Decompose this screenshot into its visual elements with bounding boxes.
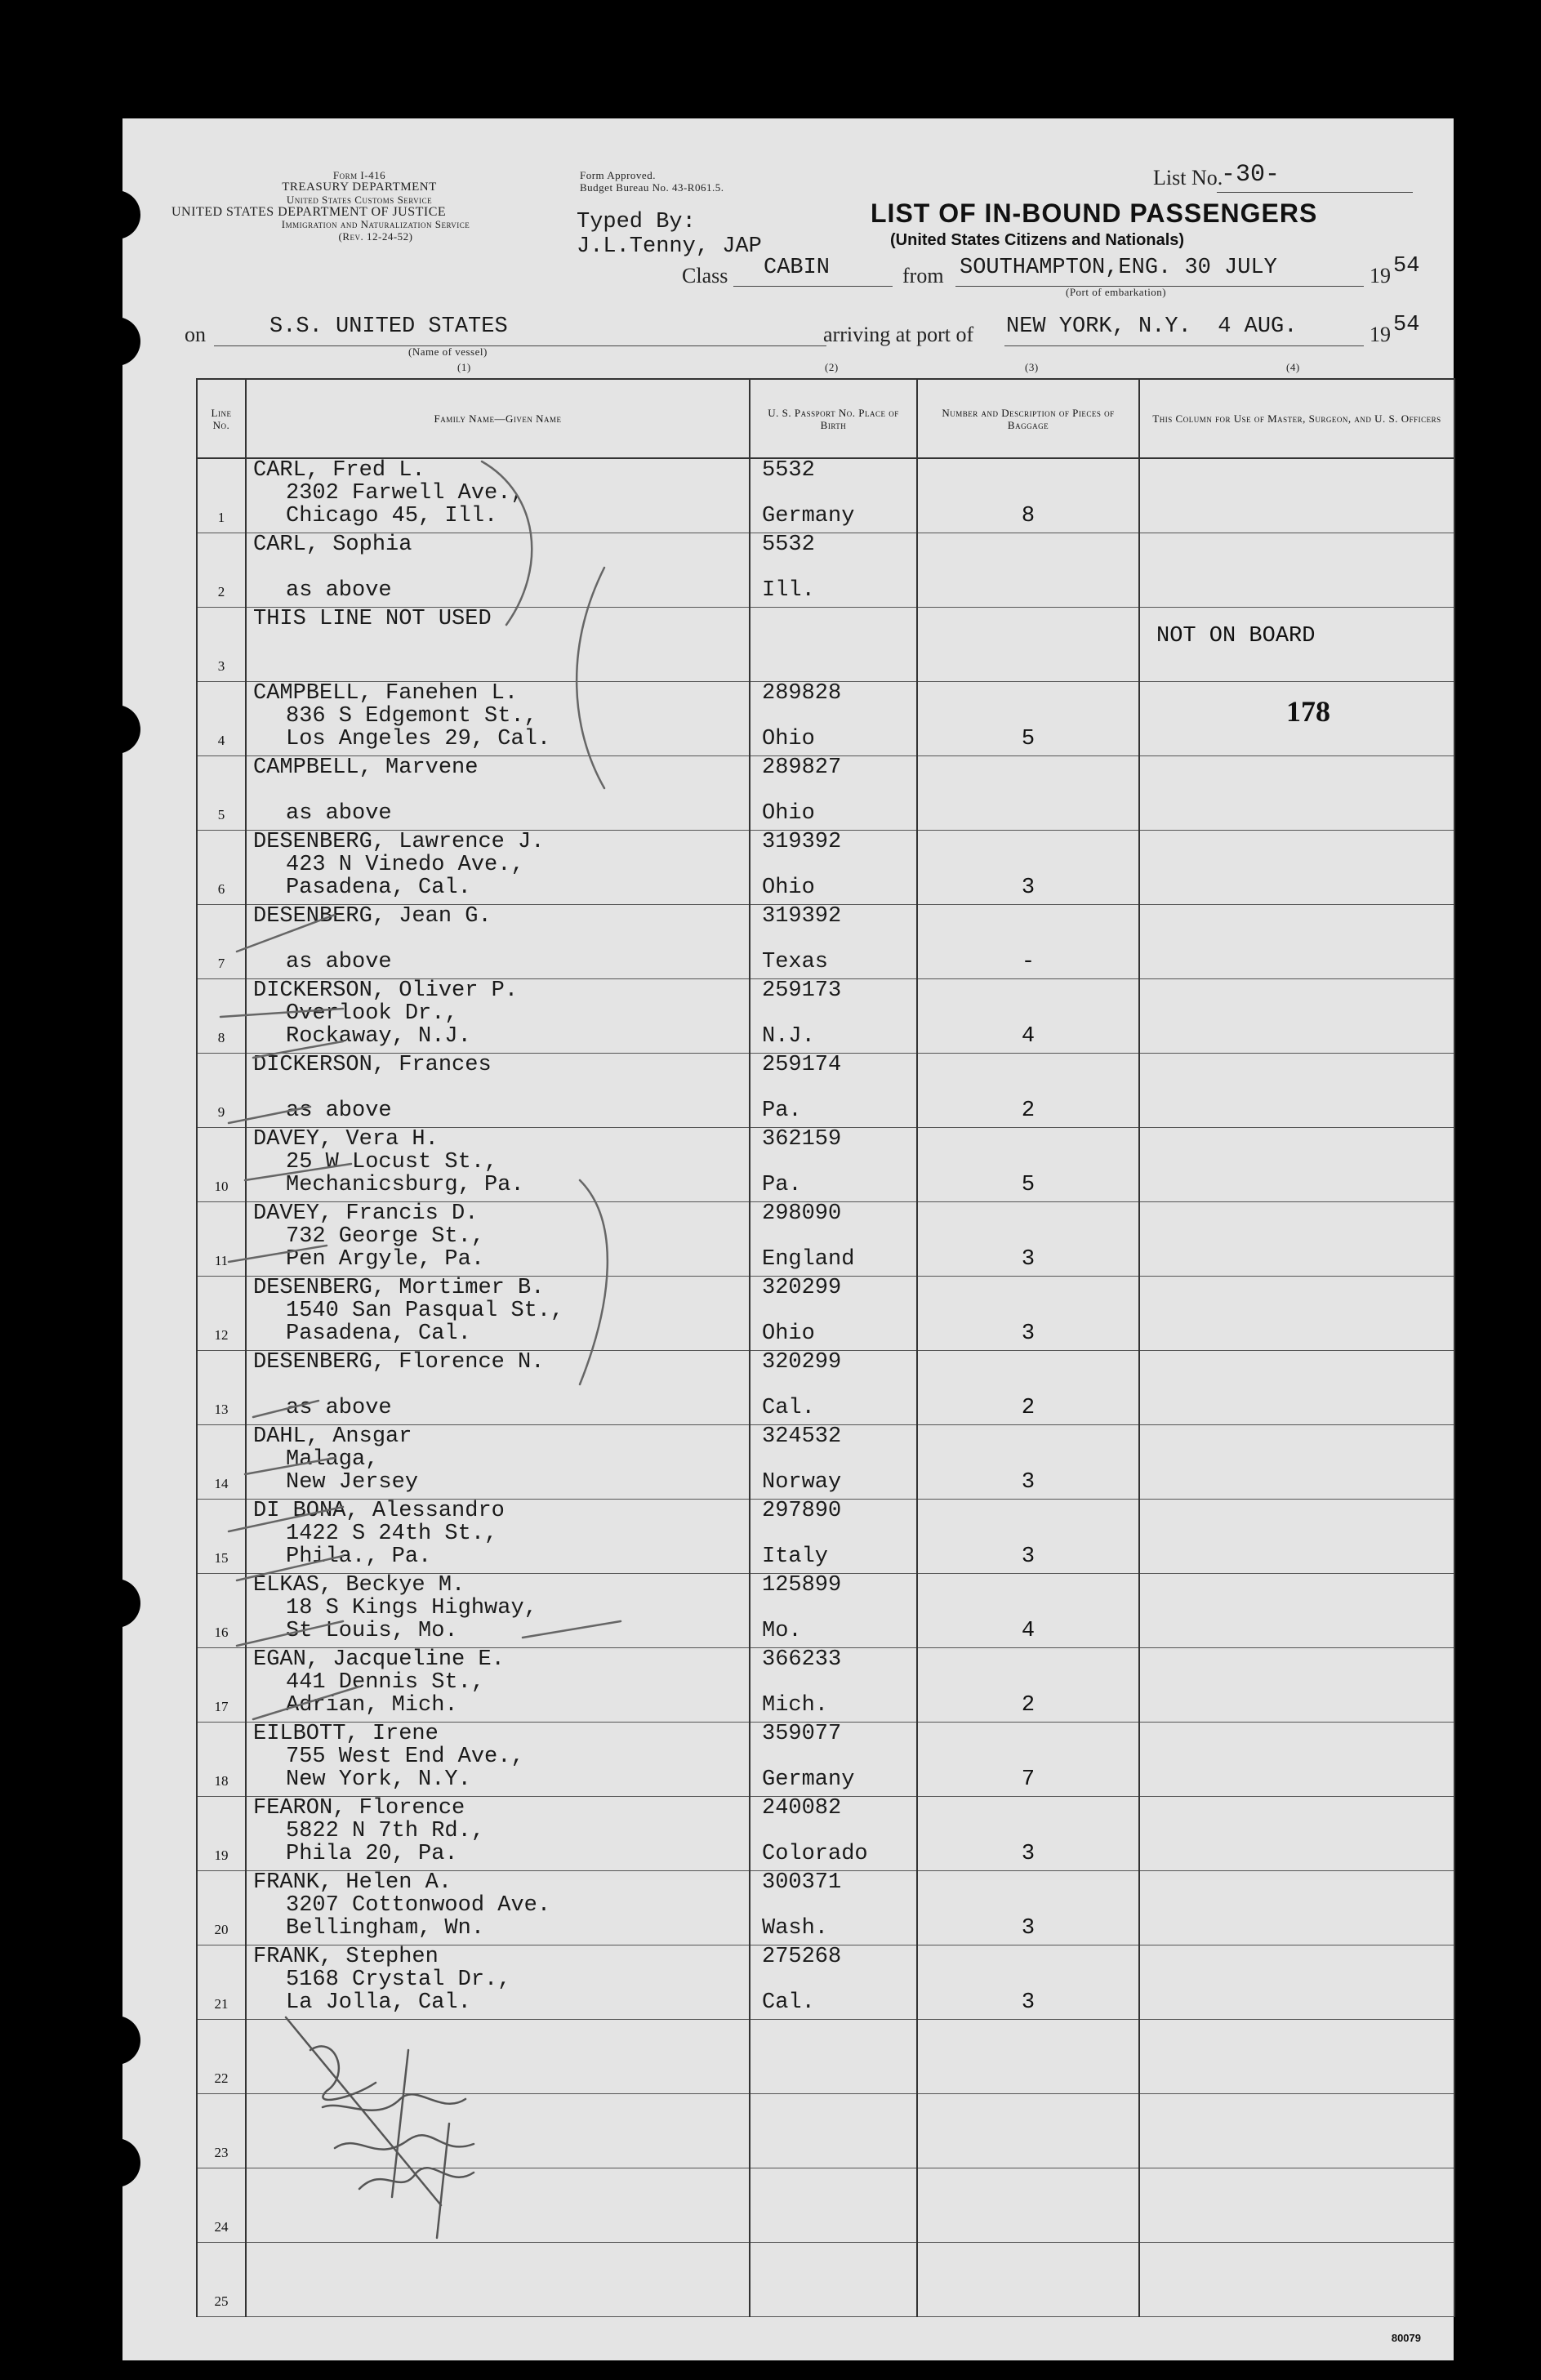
baggage-cell — [917, 1425, 1139, 1500]
passport-cell — [750, 1202, 917, 1277]
line-number: 11 — [214, 1253, 229, 1268]
family-given-name: DI BONA, Alessandro — [253, 1499, 505, 1523]
baggage-count: 3 — [1021, 1990, 1035, 2015]
passport-birth — [762, 1351, 841, 1420]
baggage-count: 3 — [1021, 1247, 1035, 1272]
passport-cell — [750, 1500, 917, 1574]
header-baggage: Number and Description of Pieces of Baggage — [917, 379, 1139, 458]
line-number: 9 — [217, 1104, 225, 1120]
line-number: 16 — [214, 1625, 229, 1640]
baggage-count: 2 — [1021, 1693, 1035, 1718]
officer-cell — [1139, 533, 1454, 608]
line-number: 23 — [214, 2145, 229, 2160]
binder-hole-6 — [91, 2138, 140, 2187]
passport-cell — [750, 608, 917, 682]
binder-hole-3 — [91, 705, 140, 754]
place-of-birth: Cal. — [762, 1990, 815, 2015]
officer-cell — [1139, 2020, 1454, 2094]
address-line-2: Pasadena, Cal. — [286, 1321, 471, 1346]
address-line-2: Rockaway, N.J. — [286, 1024, 471, 1049]
passport-birth — [762, 533, 815, 602]
line-number: 8 — [217, 1030, 225, 1045]
baggage-cell — [917, 1202, 1139, 1277]
passport-birth — [762, 756, 841, 825]
address-line-1: 3207 Cottonwood Ave. — [286, 1893, 551, 1918]
officer-cell — [1139, 1128, 1454, 1202]
address-line-1: 1540 San Pasqual St., — [286, 1299, 564, 1323]
place-of-birth: Ohio — [762, 1321, 815, 1346]
family-given-name: DESENBERG, Lawrence J. — [253, 830, 545, 854]
address-line-2: Chicago 45, Ill. — [286, 504, 498, 528]
vessel-name: S.S. UNITED STATES — [269, 314, 508, 339]
passport-cell — [750, 1054, 917, 1128]
place-of-birth: Pa. — [762, 1173, 802, 1197]
passport-birth — [762, 1945, 841, 2014]
arriving-label: arriving at port of — [823, 323, 974, 346]
address-line-2: Phila 20, Pa. — [286, 1842, 458, 1866]
binder-hole-2 — [91, 317, 140, 366]
baggage-count: 3 — [1021, 1842, 1035, 1866]
passport-number: 5532 — [762, 533, 815, 557]
passport-cell — [750, 905, 917, 979]
passport-birth — [762, 1797, 868, 1865]
line-number: 25 — [214, 2293, 229, 2309]
passport-number: 240082 — [762, 1796, 842, 1821]
address-line-1: 25 W Locust St., — [286, 1150, 498, 1174]
family-given-name — [253, 2243, 286, 2266]
baggage-cell — [917, 608, 1139, 682]
address-line-1: 5822 N 7th Rd., — [286, 1819, 485, 1843]
line-number: 4 — [217, 733, 225, 748]
line-number: 22 — [214, 2070, 229, 2086]
year2-prefix: 19 — [1370, 323, 1391, 346]
passport-cell — [750, 1871, 917, 1945]
family-given-name: ELKAS, Beckye M. — [253, 1573, 465, 1598]
baggage-count: 3 — [1021, 1544, 1035, 1569]
passport-number: 297890 — [762, 1499, 842, 1523]
passport-number: 289827 — [762, 755, 842, 780]
baggage-count: 4 — [1021, 1024, 1035, 1049]
passport-cell — [750, 1425, 917, 1500]
on-label: on — [185, 323, 206, 346]
family-given-name: DICKERSON, Frances — [253, 1053, 492, 1077]
passport-cell — [750, 979, 917, 1054]
passport-birth — [762, 1648, 841, 1717]
baggage-count: 4 — [1021, 1619, 1035, 1643]
place-of-birth: Colorado — [762, 1842, 868, 1866]
officer-cell — [1139, 1797, 1454, 1871]
col-num-1: (1) — [457, 361, 471, 373]
address-line-1: 5168 Crystal Dr., — [286, 1968, 511, 1992]
officer-cell — [1139, 2168, 1454, 2243]
passport-cell — [750, 1277, 917, 1351]
form-approved-block — [580, 169, 724, 194]
passport-cell — [750, 2094, 917, 2168]
passport-birth — [762, 979, 841, 1048]
address-line-1: 441 Dennis St., — [286, 1670, 485, 1695]
passport-cell — [750, 1351, 917, 1425]
line-number-cell — [197, 2243, 246, 2317]
baggage-count: 7 — [1021, 1767, 1035, 1792]
baggage-cell — [917, 2094, 1139, 2168]
family-given-name: FEARON, Florence — [253, 1796, 465, 1821]
line-number: 20 — [214, 1922, 229, 1937]
baggage-cell — [917, 1723, 1139, 1797]
baggage-cell — [917, 831, 1139, 905]
baggage-cell — [917, 1054, 1139, 1128]
address-line-2: as above — [286, 801, 392, 826]
passport-birth — [762, 1202, 854, 1271]
baggage-count: - — [1021, 950, 1035, 974]
line-number: 19 — [214, 1847, 229, 1863]
table-row — [197, 2243, 1454, 2317]
officer-cell — [1139, 979, 1454, 1054]
passport-birth — [762, 1500, 841, 1568]
line-number-cell — [197, 2020, 246, 2094]
officer-cell — [1139, 831, 1454, 905]
col-num-3: (3) — [1025, 361, 1039, 373]
place-of-birth: Cal. — [762, 1396, 815, 1420]
officer-cell — [1139, 1648, 1454, 1723]
col-num-4: (4) — [1286, 361, 1300, 373]
pencil-check-marks — [196, 445, 768, 1997]
officer-cell — [1139, 458, 1454, 533]
passport-number: 125899 — [762, 1573, 842, 1598]
passport-cell — [750, 2020, 917, 2094]
list-no-value: -30- — [1221, 161, 1280, 189]
place-of-birth: Ohio — [762, 876, 815, 900]
baggage-cell — [917, 1500, 1139, 1574]
officer-cell — [1139, 756, 1454, 831]
handwritten-signature — [278, 2001, 539, 2246]
address-line-2: Pen Argyle, Pa. — [286, 1247, 485, 1272]
vessel-note: (Name of vessel) — [408, 345, 488, 358]
place-of-birth: Wash. — [762, 1916, 829, 1941]
passport-birth — [762, 459, 854, 528]
place-of-birth: Ohio — [762, 801, 815, 826]
officer-cell — [1139, 1351, 1454, 1425]
passport-cell — [750, 1797, 917, 1871]
year2-value: 54 — [1393, 313, 1420, 337]
passport-number: 298090 — [762, 1201, 842, 1226]
passport-cell — [750, 1945, 917, 2020]
line-number: 5 — [217, 807, 225, 822]
place-of-birth: Ohio — [762, 727, 815, 751]
baggage-cell — [917, 979, 1139, 1054]
line-number-cell — [197, 2168, 246, 2243]
officer-cell — [1139, 2094, 1454, 2168]
officer-cell — [1139, 1202, 1454, 1277]
baggage-count: 5 — [1021, 1173, 1035, 1197]
address-line-1: 18 S Kings Highway, — [286, 1596, 537, 1620]
family-given-name: CAMPBELL, Fanehen L. — [253, 681, 519, 706]
passport-number: 289828 — [762, 681, 842, 706]
baggage-cell — [917, 756, 1139, 831]
form-approved: Form Approved. — [580, 169, 656, 181]
family-given-name: DESENBERG, Mortimer B. — [253, 1276, 545, 1300]
baggage-count: 8 — [1021, 504, 1035, 528]
baggage-cell — [917, 1648, 1139, 1723]
passport-number: 319392 — [762, 830, 842, 854]
passport-number: 362159 — [762, 1127, 842, 1152]
address-line-2: New Jersey — [286, 1470, 419, 1495]
passport-cell — [750, 1648, 917, 1723]
passport-cell — [750, 2243, 917, 2317]
header-name: Family Name—Given Name — [246, 379, 750, 458]
baggage-cell — [917, 682, 1139, 756]
typed-by-label: Typed By: — [577, 210, 696, 234]
place-of-birth: Mich. — [762, 1693, 829, 1718]
list-title: LIST OF IN-BOUND PASSENGERS — [871, 198, 1318, 228]
baggage-count: 3 — [1021, 1916, 1035, 1941]
passport-number: 320299 — [762, 1276, 842, 1300]
line-number: 18 — [214, 1773, 229, 1789]
baggage-cell — [917, 2020, 1139, 2094]
passport-number: 366233 — [762, 1647, 842, 1672]
officer-cell — [1139, 1425, 1454, 1500]
line-number: 10 — [214, 1179, 229, 1194]
line-number: 17 — [214, 1699, 229, 1714]
passport-cell — [750, 458, 917, 533]
passport-birth — [762, 1723, 854, 1791]
officer-cell — [1139, 1945, 1454, 2020]
arriving-value: NEW YORK, N.Y. 4 AUG. — [1006, 314, 1298, 339]
line-number: 24 — [214, 2219, 229, 2235]
port-note: (Port of embarkation) — [1066, 286, 1167, 298]
officer-note: NOT ON BOARD — [1156, 624, 1316, 648]
place-of-birth: Germany — [762, 504, 855, 528]
place-of-birth: Pa. — [762, 1099, 802, 1123]
list-no-label: List No. — [1153, 166, 1223, 189]
manifest-page — [122, 118, 1454, 2360]
line-number: 12 — [214, 1327, 229, 1343]
place-of-birth: Norway — [762, 1470, 842, 1495]
family-given-name: THIS LINE NOT USED — [253, 607, 492, 631]
address-line-2: Los Angeles 29, Cal. — [286, 727, 551, 751]
baggage-cell — [917, 1351, 1139, 1425]
address-line-2: Pasadena, Cal. — [286, 876, 471, 900]
baggage-count: 5 — [1021, 727, 1035, 751]
officer-cell — [1139, 608, 1454, 682]
family-given-name: DAHL, Ansgar — [253, 1424, 412, 1449]
passport-birth — [762, 1054, 841, 1122]
address-line-2: New York, N.Y. — [286, 1767, 471, 1792]
address-line-1 — [253, 2266, 286, 2289]
officer-cell — [1139, 1723, 1454, 1797]
footer-code: 80079 — [1391, 2332, 1421, 2344]
stamp-number: 178 — [1286, 695, 1330, 728]
address-line-1: 1422 S 24th St., — [286, 1522, 498, 1546]
family-given-name: DAVEY, Vera H. — [253, 1127, 439, 1152]
form-number: Form I-416 — [332, 169, 386, 181]
passport-birth — [762, 905, 841, 974]
line-number: 6 — [217, 881, 225, 897]
address-line-1: 2302 Farwell Ave., — [286, 481, 524, 506]
class-label: Class — [682, 264, 728, 287]
passport-birth — [762, 1425, 841, 1494]
year1-value: 54 — [1393, 254, 1420, 279]
passport-cell — [750, 1574, 917, 1648]
passport-number: 5532 — [762, 458, 815, 483]
passport-number: 300371 — [762, 1870, 842, 1895]
header-line-no: Line No. — [197, 379, 246, 458]
baggage-cell — [917, 1574, 1139, 1648]
address-line-2: Bellingham, Wn. — [286, 1916, 485, 1941]
passport-birth — [762, 831, 841, 899]
line-number: 15 — [214, 1550, 229, 1566]
address-line-1: Overlook Dr., — [286, 1001, 458, 1026]
baggage-cell — [917, 458, 1139, 533]
officer-cell — [1139, 2243, 1454, 2317]
binder-hole-4 — [91, 1579, 140, 1628]
line-number: 21 — [214, 1996, 229, 2012]
baggage-cell — [917, 905, 1139, 979]
passport-number: 359077 — [762, 1722, 842, 1746]
passport-cell — [750, 756, 917, 831]
place-of-birth: England — [762, 1247, 855, 1272]
passport-number: 319392 — [762, 904, 842, 929]
baggage-cell — [917, 1945, 1139, 2020]
line-number-cell — [197, 2094, 246, 2168]
typed-by-value: J.L.Tenny, JAP — [577, 234, 762, 259]
binder-hole-1 — [91, 190, 140, 239]
ins-service: Immigration and Naturalization Service — [281, 218, 470, 230]
address-line-2: Mechanicsburg, Pa. — [286, 1173, 524, 1197]
family-given-name: FRANK, Helen A. — [253, 1870, 452, 1895]
list-subtitle: (United States Citizens and Nationals) — [890, 231, 1185, 249]
line-number: 14 — [214, 1476, 229, 1491]
passport-number: 324532 — [762, 1424, 842, 1449]
justice-dept: UNITED STATES DEPARTMENT OF JUSTICE — [171, 205, 447, 219]
line-number: 7 — [217, 956, 225, 971]
passport-birth — [762, 1871, 841, 1940]
budget-bureau: Budget Bureau No. 43-R061.5. — [580, 181, 724, 194]
from-value: SOUTHAMPTON,ENG. 30 JULY — [960, 256, 1277, 280]
baggage-count: 2 — [1021, 1396, 1035, 1420]
year1-prefix: 19 — [1370, 264, 1391, 287]
col-num-2: (2) — [825, 361, 839, 373]
passport-birth — [762, 682, 841, 751]
baggage-count: 3 — [1021, 876, 1035, 900]
family-given-name: EILBOTT, Irene — [253, 1722, 439, 1746]
address-line-2: as above — [286, 578, 392, 603]
baggage-cell — [917, 2168, 1139, 2243]
family-given-name: EGAN, Jacqueline E. — [253, 1647, 505, 1672]
officer-cell — [1139, 1500, 1454, 1574]
baggage-count: 2 — [1021, 1099, 1035, 1123]
customs-service: United States Customs Service — [286, 194, 433, 206]
passport-cell — [750, 2168, 917, 2243]
address-line-2: as above — [286, 1099, 392, 1123]
treasury-dept: TREASURY DEPARTMENT — [282, 181, 437, 194]
officer-cell — [1139, 1871, 1454, 1945]
family-given-name: DESENBERG, Jean G. — [253, 904, 492, 929]
passport-number: 275268 — [762, 1945, 842, 1969]
address-line-1: Malaga, — [286, 1447, 379, 1472]
baggage-cell — [917, 1128, 1139, 1202]
passport-cell — [750, 533, 917, 608]
place-of-birth: Ill. — [762, 578, 815, 603]
address-line-2: Adrian, Mich. — [286, 1693, 458, 1718]
passenger-name — [253, 2243, 286, 2311]
passport-birth — [762, 1574, 841, 1642]
family-given-name: FRANK, Stephen — [253, 1945, 439, 1969]
revision-date: (Rev. 12-24-52) — [338, 230, 413, 243]
place-of-birth: Italy — [762, 1544, 829, 1569]
passport-cell — [750, 1723, 917, 1797]
baggage-cell — [917, 1871, 1139, 1945]
address-line-1: 732 George St., — [286, 1224, 485, 1249]
baggage-cell — [917, 1797, 1139, 1871]
baggage-count: 3 — [1021, 1321, 1035, 1346]
header-officers: This Column for Use of Master, Surgeon, and U. S. Officers — [1139, 379, 1454, 458]
class-value: CABIN — [764, 256, 831, 280]
passport-cell — [750, 831, 917, 905]
line-number: 13 — [214, 1402, 229, 1417]
baggage-cell — [917, 1277, 1139, 1351]
family-given-name: CAMPBELL, Marvene — [253, 755, 479, 780]
from-label: from — [902, 264, 944, 287]
officer-cell — [1139, 1574, 1454, 1648]
address-line-2: as above — [286, 1396, 392, 1420]
form-agency-block — [171, 169, 629, 243]
family-given-name: CARL, Sophia — [253, 533, 412, 557]
name-cell — [246, 2243, 750, 2317]
address-line-2: as above — [286, 950, 392, 974]
line-number: 2 — [217, 584, 225, 599]
baggage-cell — [917, 2243, 1139, 2317]
address-line-2: La Jolla, Cal. — [286, 1990, 471, 2015]
family-given-name: DAVEY, Francis D. — [253, 1201, 479, 1226]
line-number: 1 — [217, 510, 225, 525]
family-given-name: CARL, Fred L. — [253, 458, 425, 483]
address-line-1: 423 N Vinedo Ave., — [286, 853, 524, 877]
place-of-birth: Texas — [762, 950, 829, 974]
address-line-1: 755 West End Ave., — [286, 1745, 524, 1769]
binder-hole-5 — [91, 2016, 140, 2065]
place-of-birth: N.J. — [762, 1024, 815, 1049]
passport-birth — [762, 1277, 841, 1345]
place-of-birth: Germany — [762, 1767, 855, 1792]
passport-birth — [762, 1128, 841, 1197]
officer-cell — [1139, 905, 1454, 979]
officer-cell — [1139, 1054, 1454, 1128]
passport-number: 259174 — [762, 1053, 842, 1077]
address-line-2 — [253, 2289, 286, 2311]
family-given-name: DICKERSON, Oliver P. — [253, 978, 519, 1003]
passport-cell — [750, 1128, 917, 1202]
passport-cell — [750, 682, 917, 756]
address-line-2: St Louis, Mo. — [286, 1619, 458, 1643]
passport-number: 320299 — [762, 1350, 842, 1375]
passport-number: 259173 — [762, 978, 842, 1003]
place-of-birth: Mo. — [762, 1619, 802, 1643]
line-number: 3 — [217, 658, 225, 674]
baggage-count: 3 — [1021, 1470, 1035, 1495]
address-line-2: Phila., Pa. — [286, 1544, 432, 1569]
officer-cell — [1139, 1277, 1454, 1351]
header-passport: U. S. Passport No. Place of Birth — [750, 379, 917, 458]
address-line-1: 836 S Edgemont St., — [286, 704, 537, 729]
baggage-cell — [917, 533, 1139, 608]
family-given-name: DESENBERG, Florence N. — [253, 1350, 545, 1375]
